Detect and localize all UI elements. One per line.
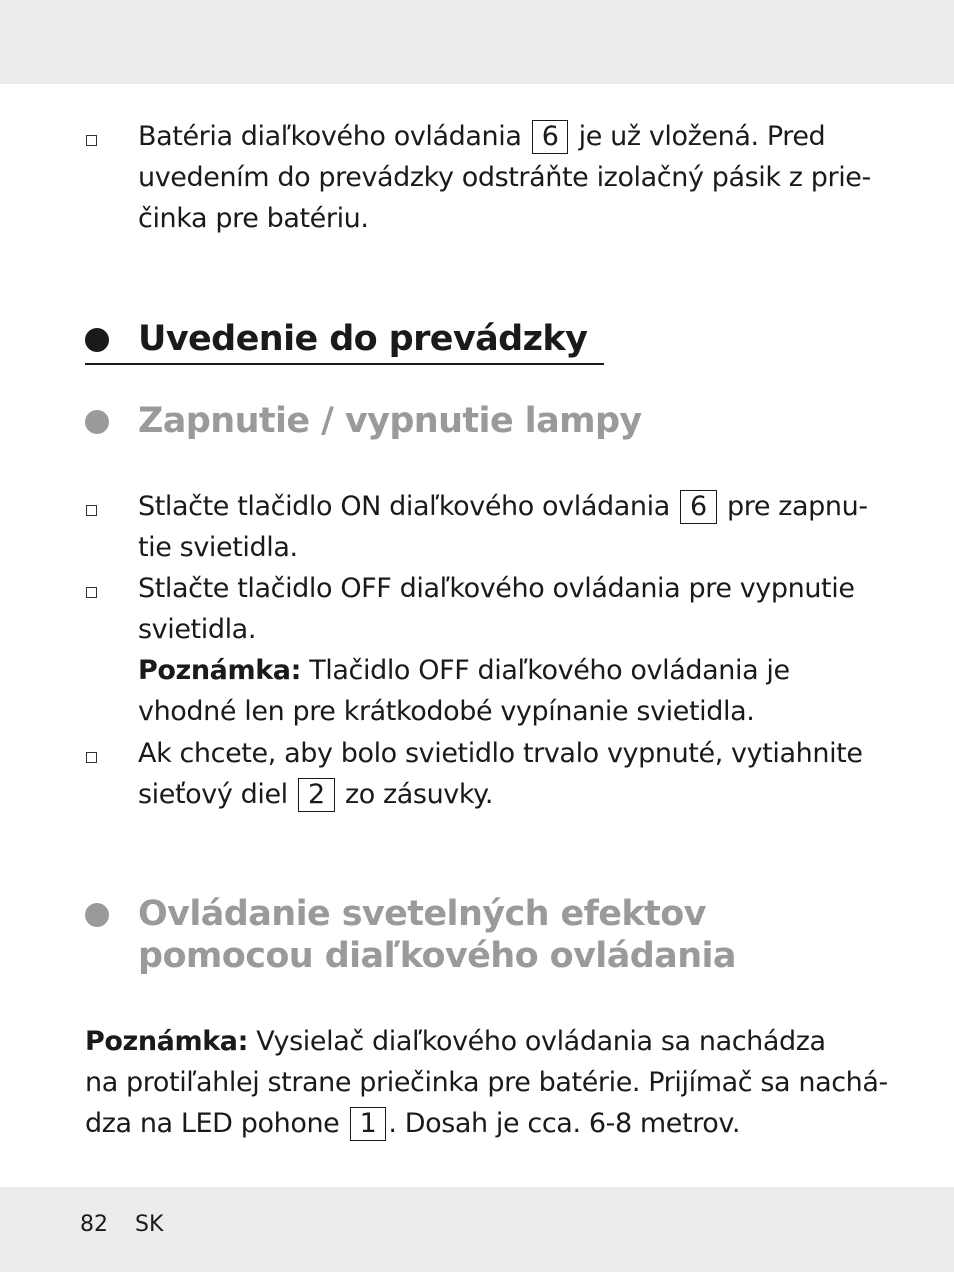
language-code: SK — [135, 1212, 164, 1237]
item1-line-2: tie svietidla. — [138, 532, 298, 563]
note-line-1 — [138, 650, 790, 691]
intro-line-2: uvedením do prevádzky odstráňte izolačný pásik z prie- — [138, 162, 871, 193]
text: dza na LED pohone — [85, 1108, 340, 1139]
bullet-dot-icon — [85, 903, 109, 927]
reference-number-box: 6 — [532, 120, 569, 154]
note-line-2: vhodné len pre krátkodobé vypínanie svietidla. — [138, 696, 755, 727]
note-para-line-1 — [85, 1021, 826, 1062]
section-heading-zapnutie: Zapnutie / vypnutie lampy — [138, 401, 642, 441]
text: Tlačidlo OFF diaľkového ovládania je — [309, 655, 790, 686]
item2-line-2: svietidla. — [138, 614, 257, 645]
heading-underline — [85, 363, 604, 365]
section-heading-uvedenie: Uvedenie do prevádzky — [138, 319, 588, 359]
item1-line-1 — [138, 486, 868, 527]
bullet-dot-icon — [85, 410, 109, 434]
note-para-line-3 — [85, 1103, 740, 1144]
section-heading-ovladanie-line-2: pomocou diaľkového ovládania — [138, 936, 736, 976]
reference-number-box: 6 — [680, 490, 717, 524]
header-band — [0, 0, 954, 84]
item3-line-2 — [138, 774, 493, 815]
text: sieťový diel — [138, 779, 288, 810]
checkbox-icon — [86, 135, 97, 146]
page-number: 82 — [80, 1212, 108, 1237]
item2-line-1: Stlačte tlačidlo OFF diaľkového ovládania pre vypnutie — [138, 573, 855, 604]
reference-number-box: 2 — [298, 778, 335, 812]
text: zo zásuvky. — [344, 779, 494, 810]
note-label: Poznámka: — [85, 1026, 249, 1057]
note-label: Poznámka: — [138, 655, 302, 686]
checkbox-icon — [86, 752, 97, 763]
intro-line-1 — [138, 116, 825, 157]
checkbox-icon — [86, 505, 97, 516]
checkbox-icon — [86, 587, 97, 598]
note-para-line-2: na protiľahlej strane priečinka pre batérie. Prijímač sa nachá- — [85, 1067, 888, 1098]
text: . Dosah je cca. 6-8 metrov. — [388, 1108, 741, 1139]
reference-number-box: 1 — [350, 1107, 387, 1141]
text: Vysielač diaľkového ovládania sa nachádza — [256, 1026, 826, 1057]
intro-line-3: činka pre batériu. — [138, 203, 369, 234]
text: pre zapnu- — [727, 491, 868, 522]
text: Stlačte tlačidlo ON diaľkového ovládania — [138, 491, 670, 522]
section-heading-ovladanie-line-1: Ovládanie svetelných efektov — [138, 894, 706, 934]
text: Batéria diaľkového ovládania — [138, 121, 522, 152]
text: je už vložená. Pred — [578, 121, 826, 152]
item3-line-1: Ak chcete, aby bolo svietidlo trvalo vypnuté, vytiahnite — [138, 738, 863, 769]
bullet-dot-icon — [85, 328, 109, 352]
